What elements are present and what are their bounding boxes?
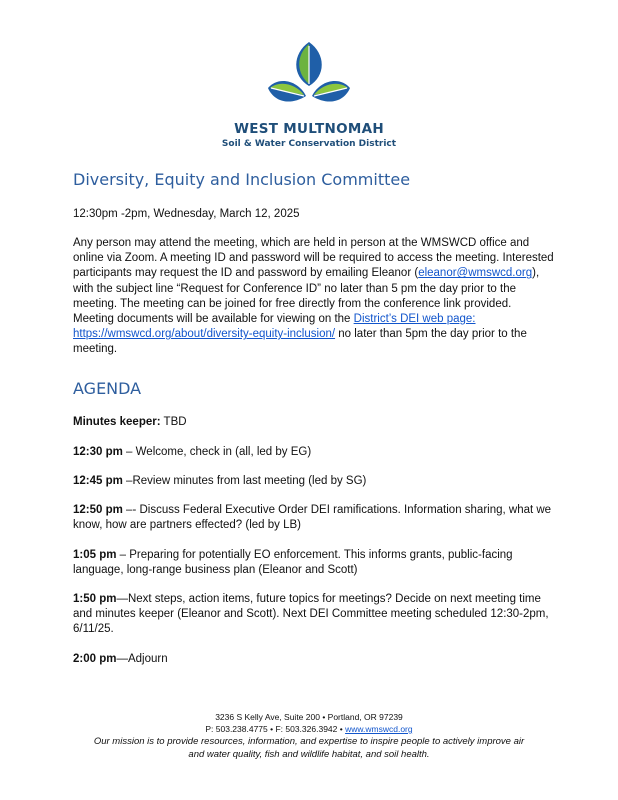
intro-text: ), xyxy=(532,267,540,280)
org-subtitle: Soil & Water Conservation District xyxy=(221,139,397,149)
intro-paragraph xyxy=(73,236,554,358)
intro-line xyxy=(73,312,548,327)
minutes-keeper-value: TBD xyxy=(160,416,187,428)
footer-phone-fax: P: 503.238.4775 • F: 503.326.3942 • xyxy=(205,724,346,734)
footer-contact xyxy=(0,723,618,735)
intro-line: meeting. xyxy=(73,343,118,356)
agenda-item xyxy=(73,503,552,533)
intro-line: Any person may attend the meeting, which are held in person at the WMSWCD office and xyxy=(73,237,530,249)
agenda-text: and minutes keeper (Eleanor and Scott). Next DEI Committee meeting scheduled 12:30-2pm, xyxy=(73,608,549,621)
agenda-text: – Preparing for potentially EO enforcement. This informs grants, public-facing xyxy=(116,549,513,561)
footer-address: 3236 S Kelly Ave, Suite 200 • Portland, OR 97239 xyxy=(215,712,403,722)
dei-page-link[interactable]: District’s DEI web page: xyxy=(353,313,476,326)
intro-text: Meeting documents will be available for viewing on the xyxy=(73,313,354,326)
intro-line: meeting. The meeting can be joined for free directly from the conference link provided. xyxy=(73,297,512,310)
agenda-time: 1:05 pm xyxy=(73,549,117,561)
leaf-logo-icon xyxy=(262,40,356,120)
mission-line: and water quality, fish and wildlife habitat, and soil health. xyxy=(188,749,430,760)
agenda-time: 12:45 pm xyxy=(73,475,123,487)
agenda-text: know, how are partners effected? (led by LB) xyxy=(73,519,302,532)
meeting-time: 12:30pm -2pm, Wednesday, March 12, 2025 xyxy=(73,208,300,220)
committee-title: Diversity, Equity and Inclusion Committee xyxy=(73,170,411,189)
agenda-text: –- Discuss Federal Executive Order DEI ramifications. Information sharing, what we xyxy=(122,504,552,516)
intro-line: online via Zoom. A meeting ID and password will be required to access the meeting. Interested xyxy=(73,252,554,265)
intro-text: no later than 5pm the day prior to the xyxy=(335,328,527,341)
footer xyxy=(0,711,618,761)
email-link[interactable]: eleanor@wmswcd.org xyxy=(418,267,533,280)
org-name: WEST MULTNOMAH xyxy=(234,121,384,137)
agenda-text: –Review minutes from last meeting (led by SG) xyxy=(122,475,367,487)
agenda-text: —Next steps, action items, future topics for meetings? Decide on next meeting time xyxy=(116,593,541,605)
agenda-item xyxy=(73,652,548,667)
intro-line xyxy=(73,266,548,281)
dei-url-link[interactable]: https://wmswcd.org/about/diversity-equity-inclusion/ xyxy=(73,328,336,341)
intro-line xyxy=(73,327,548,342)
agenda-time: 2:00 pm xyxy=(73,653,117,665)
agenda-item xyxy=(73,592,548,638)
agenda-item xyxy=(73,445,548,460)
agenda-text: 6/11/25. xyxy=(73,623,114,636)
agenda-time: 12:50 pm xyxy=(73,504,123,516)
agenda-text: language, long-range business plan (Eleanor and Scott) xyxy=(73,564,358,577)
intro-text: participants may request the ID and password by emailing Eleanor ( xyxy=(73,267,419,280)
agenda-text: —Adjourn xyxy=(116,653,168,665)
intro-line: with the subject line “Request for Conference ID” no later than 5 pm the day prior to the xyxy=(73,282,516,295)
agenda-text: – Welcome, check in (all, led by EG) xyxy=(122,446,312,458)
website-link[interactable]: www.wmswcd.org xyxy=(345,724,413,734)
agenda-heading: AGENDA xyxy=(73,379,142,398)
agenda-item xyxy=(73,474,548,489)
minutes-keeper xyxy=(73,415,548,430)
agenda-time: 12:30 pm xyxy=(73,446,123,458)
agenda-item xyxy=(73,548,548,578)
mission-line: Our mission is to provide resources, information, and expertise to inspire people to actively improve air xyxy=(93,736,525,747)
minutes-keeper-label: Minutes keeper: xyxy=(73,416,161,428)
agenda-time: 1:50 pm xyxy=(73,593,117,605)
